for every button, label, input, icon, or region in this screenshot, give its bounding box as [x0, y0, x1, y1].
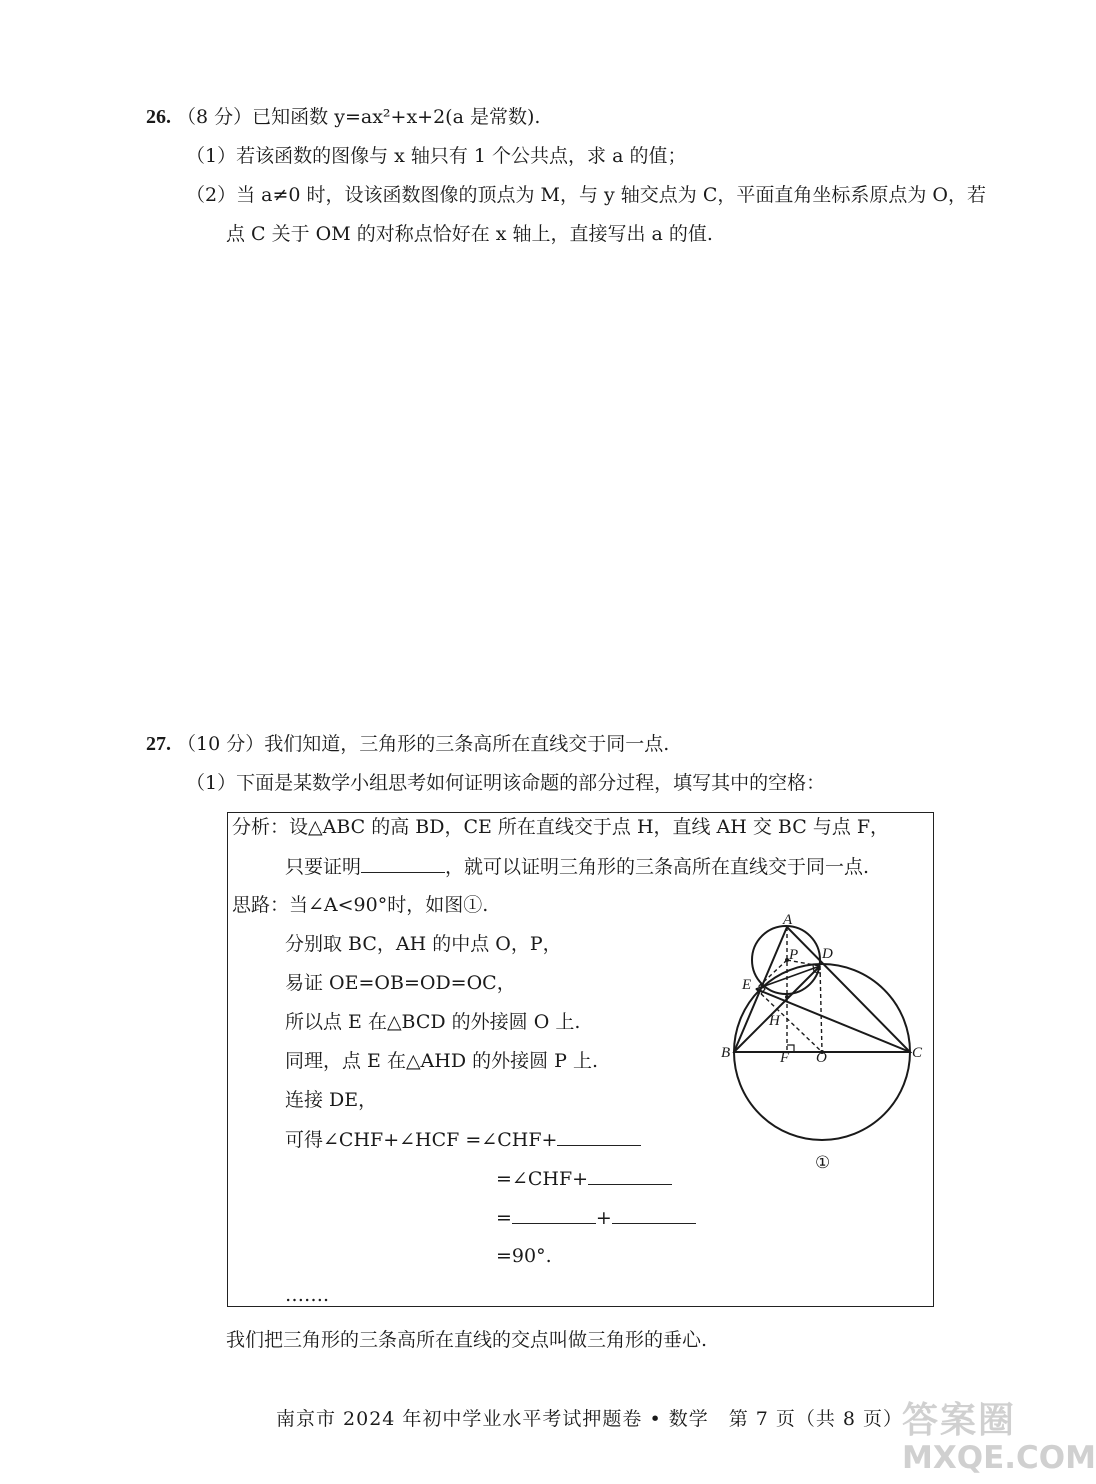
answer-blank-3[interactable]: [588, 1166, 672, 1185]
watermark-site: MXQE.COM: [902, 1440, 1096, 1476]
q27-number: 27.: [146, 733, 171, 755]
label-e: E: [742, 977, 752, 993]
label-a: A: [783, 912, 793, 928]
box-line-9: 可得∠CHF+∠HCF =∠CHF+: [285, 1127, 641, 1152]
box-line-6: 所以点 E 在△BCD 的外接圆 O 上.: [285, 1011, 581, 1033]
q27-conclusion: 我们把三角形的三条高所在直线的交点叫做三角形的垂心.: [226, 1329, 708, 1351]
page-footer: 南京市 2024 年初中学业水平考试押题卷 • 数学 第 7 页（共 8 页）: [276, 1408, 904, 1430]
box-line-12: =90°.: [496, 1245, 552, 1267]
q27-part1: （1）下面是某数学小组思考如何证明该命题的部分过程，填写其中的空格：: [186, 772, 826, 794]
geometry-figure: [700, 900, 932, 1173]
box-line-10: =∠CHF+: [496, 1166, 672, 1191]
box-line-13: …….: [285, 1284, 330, 1306]
box-line-11: = +: [496, 1205, 696, 1230]
box-line-2: 只要证明 ，就可以证明三角形的三条高所在直线交于同一点.: [285, 856, 870, 878]
q26-part2-line1: （2）当 a≠0 时，设该函数图像的顶点为 M，与 y 轴交点为 C，平面直角坐标系原点为 O，若: [186, 184, 987, 206]
box-line-5: 易证 OE=OB=OD=OC，: [285, 972, 516, 994]
box-line-8: 连接 DE，: [285, 1089, 378, 1111]
q26-number: 26.: [146, 106, 171, 128]
box-idea-line: 思路：当∠A<90°时，如图①.: [232, 894, 489, 916]
box-line-4: 分别取 BC，AH 的中点 O，P，: [285, 933, 562, 955]
label-b: B: [721, 1045, 731, 1061]
label-c: C: [912, 1045, 923, 1061]
label-d: D: [822, 946, 833, 962]
q27-stem: （10 分）我们知道，三角形的三条高所在直线交于同一点.: [177, 733, 670, 755]
segment-do: [820, 966, 822, 1052]
watermark-logo: 答案圈: [902, 1400, 1017, 1441]
box-analysis-line: 分析：设△ABC 的高 BD，CE 所在直线交于点 H，直线 AH 交 BC 与点 F，: [232, 816, 890, 838]
q26-part1: （1）若该函数的图像与 x 轴只有 1 个公共点，求 a 的值；: [186, 145, 687, 167]
q27-stem-line: [146, 732, 669, 756]
label-h: H: [769, 1013, 780, 1029]
answer-blank-2[interactable]: [557, 1127, 641, 1146]
box-line-7: 同理，点 E 在△AHD 的外接圆 P 上.: [285, 1050, 599, 1072]
answer-blank-1[interactable]: [361, 854, 445, 873]
q26-stem-line: [146, 105, 540, 129]
label-o: O: [816, 1050, 827, 1066]
answer-blank-5[interactable]: [612, 1205, 696, 1224]
q26-stem: （8 分）已知函数 y=ax²+x+2(a 是常数).: [177, 106, 541, 128]
point-h: [785, 995, 789, 999]
q26-part2-line2: 点 C 关于 OM 的对称点恰好在 x 轴上，直接写出 a 的值.: [226, 223, 713, 245]
figure-caption: ①: [815, 1153, 831, 1173]
label-p: P: [789, 947, 799, 963]
answer-blank-4[interactable]: [512, 1205, 596, 1224]
label-f: F: [780, 1050, 790, 1066]
